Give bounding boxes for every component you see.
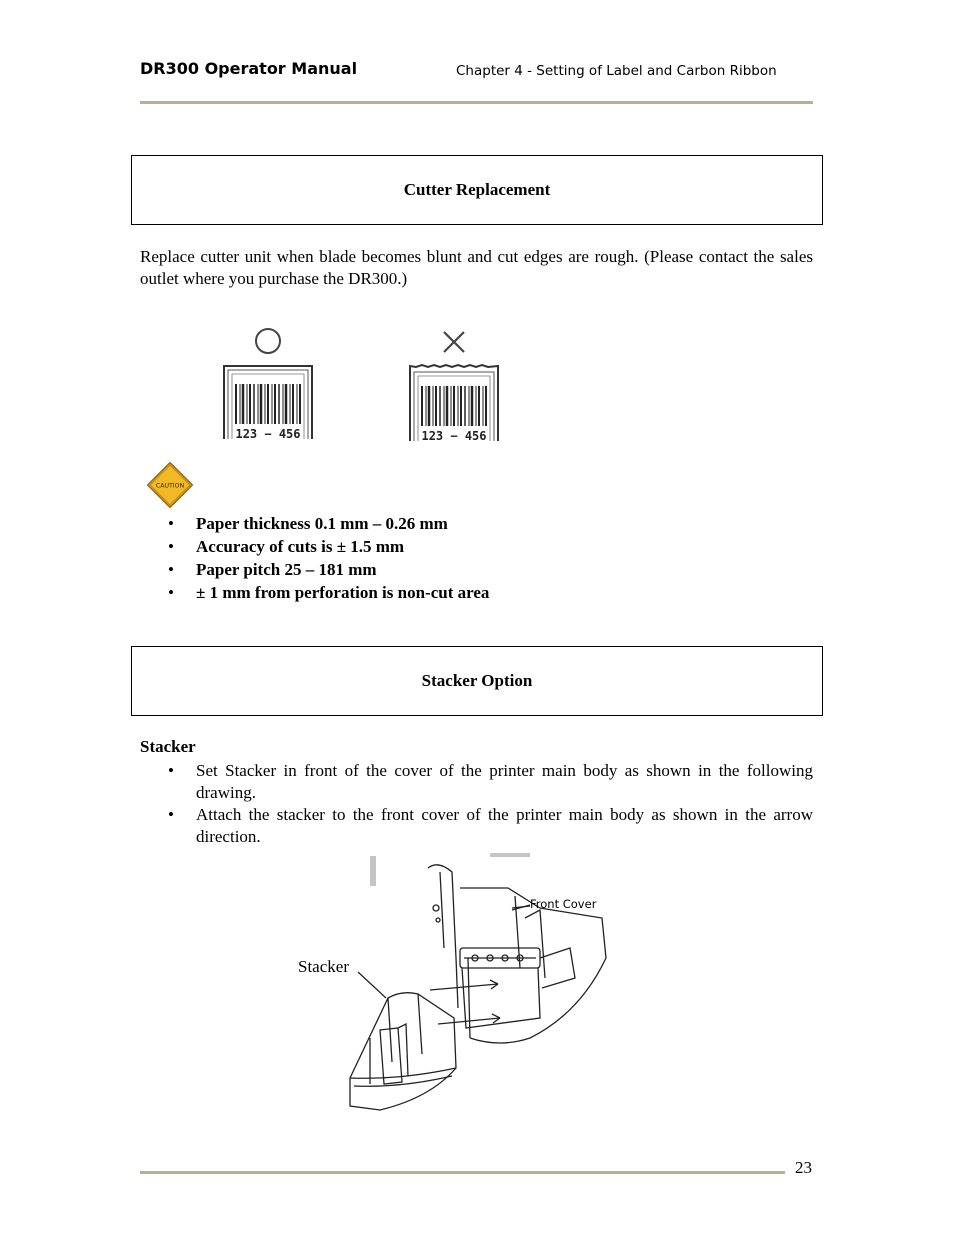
front-cover-figure-label: Front Cover (530, 897, 597, 911)
cutter-spec-list (140, 512, 813, 604)
chapter-title: Chapter 4 - Setting of Label and Carbon Ribbon (456, 63, 777, 79)
list-item: • Paper thickness 0.1 mm – 0.26 mm (140, 512, 813, 535)
circle-icon (256, 329, 280, 353)
list-item: • Set Stacker in front of the cover of the printer main body as shown in the following drawing. (140, 760, 813, 804)
header-divider (140, 101, 813, 104)
cutter-replacement-title: Cutter Replacement (403, 180, 551, 199)
caution-text: CAUTION (155, 482, 185, 490)
stacker-instruction-list (140, 760, 813, 848)
list-item: • Paper pitch 25 – 181 mm (140, 558, 813, 581)
caution-icon (144, 459, 196, 511)
bad-cut-label-figure (404, 322, 504, 447)
good-cut-label-figure (218, 322, 318, 447)
stacker-subheading: Stacker (140, 737, 196, 756)
stacker-option-title: Stacker Option (421, 671, 533, 690)
stacker-figure-label: Stacker (298, 957, 349, 976)
cutter-replacement-heading-box (131, 155, 823, 225)
good-label-code: 123 − 456 (235, 427, 301, 441)
cross-icon (444, 332, 464, 352)
list-item: • ± 1 mm from perforation is non-cut area (140, 581, 813, 604)
manual-title: DR300 Operator Manual (140, 59, 358, 78)
list-item: • Attach the stacker to the front cover of the printer main body as shown in the arrow direction. (140, 804, 813, 848)
page-number: 23 (795, 1158, 812, 1177)
stacker-option-heading-box (131, 646, 823, 716)
footer-divider (140, 1171, 785, 1174)
list-item: • Accuracy of cuts is ± 1.5 mm (140, 535, 813, 558)
cutter-paragraph: Replace cutter unit when blade becomes blunt and cut edges are rough. (Please contact the sales outlet where you purchase the DR300.) (140, 247, 813, 288)
stacker-installation-drawing (340, 848, 610, 1113)
bad-label-code: 123 − 456 (421, 429, 487, 443)
